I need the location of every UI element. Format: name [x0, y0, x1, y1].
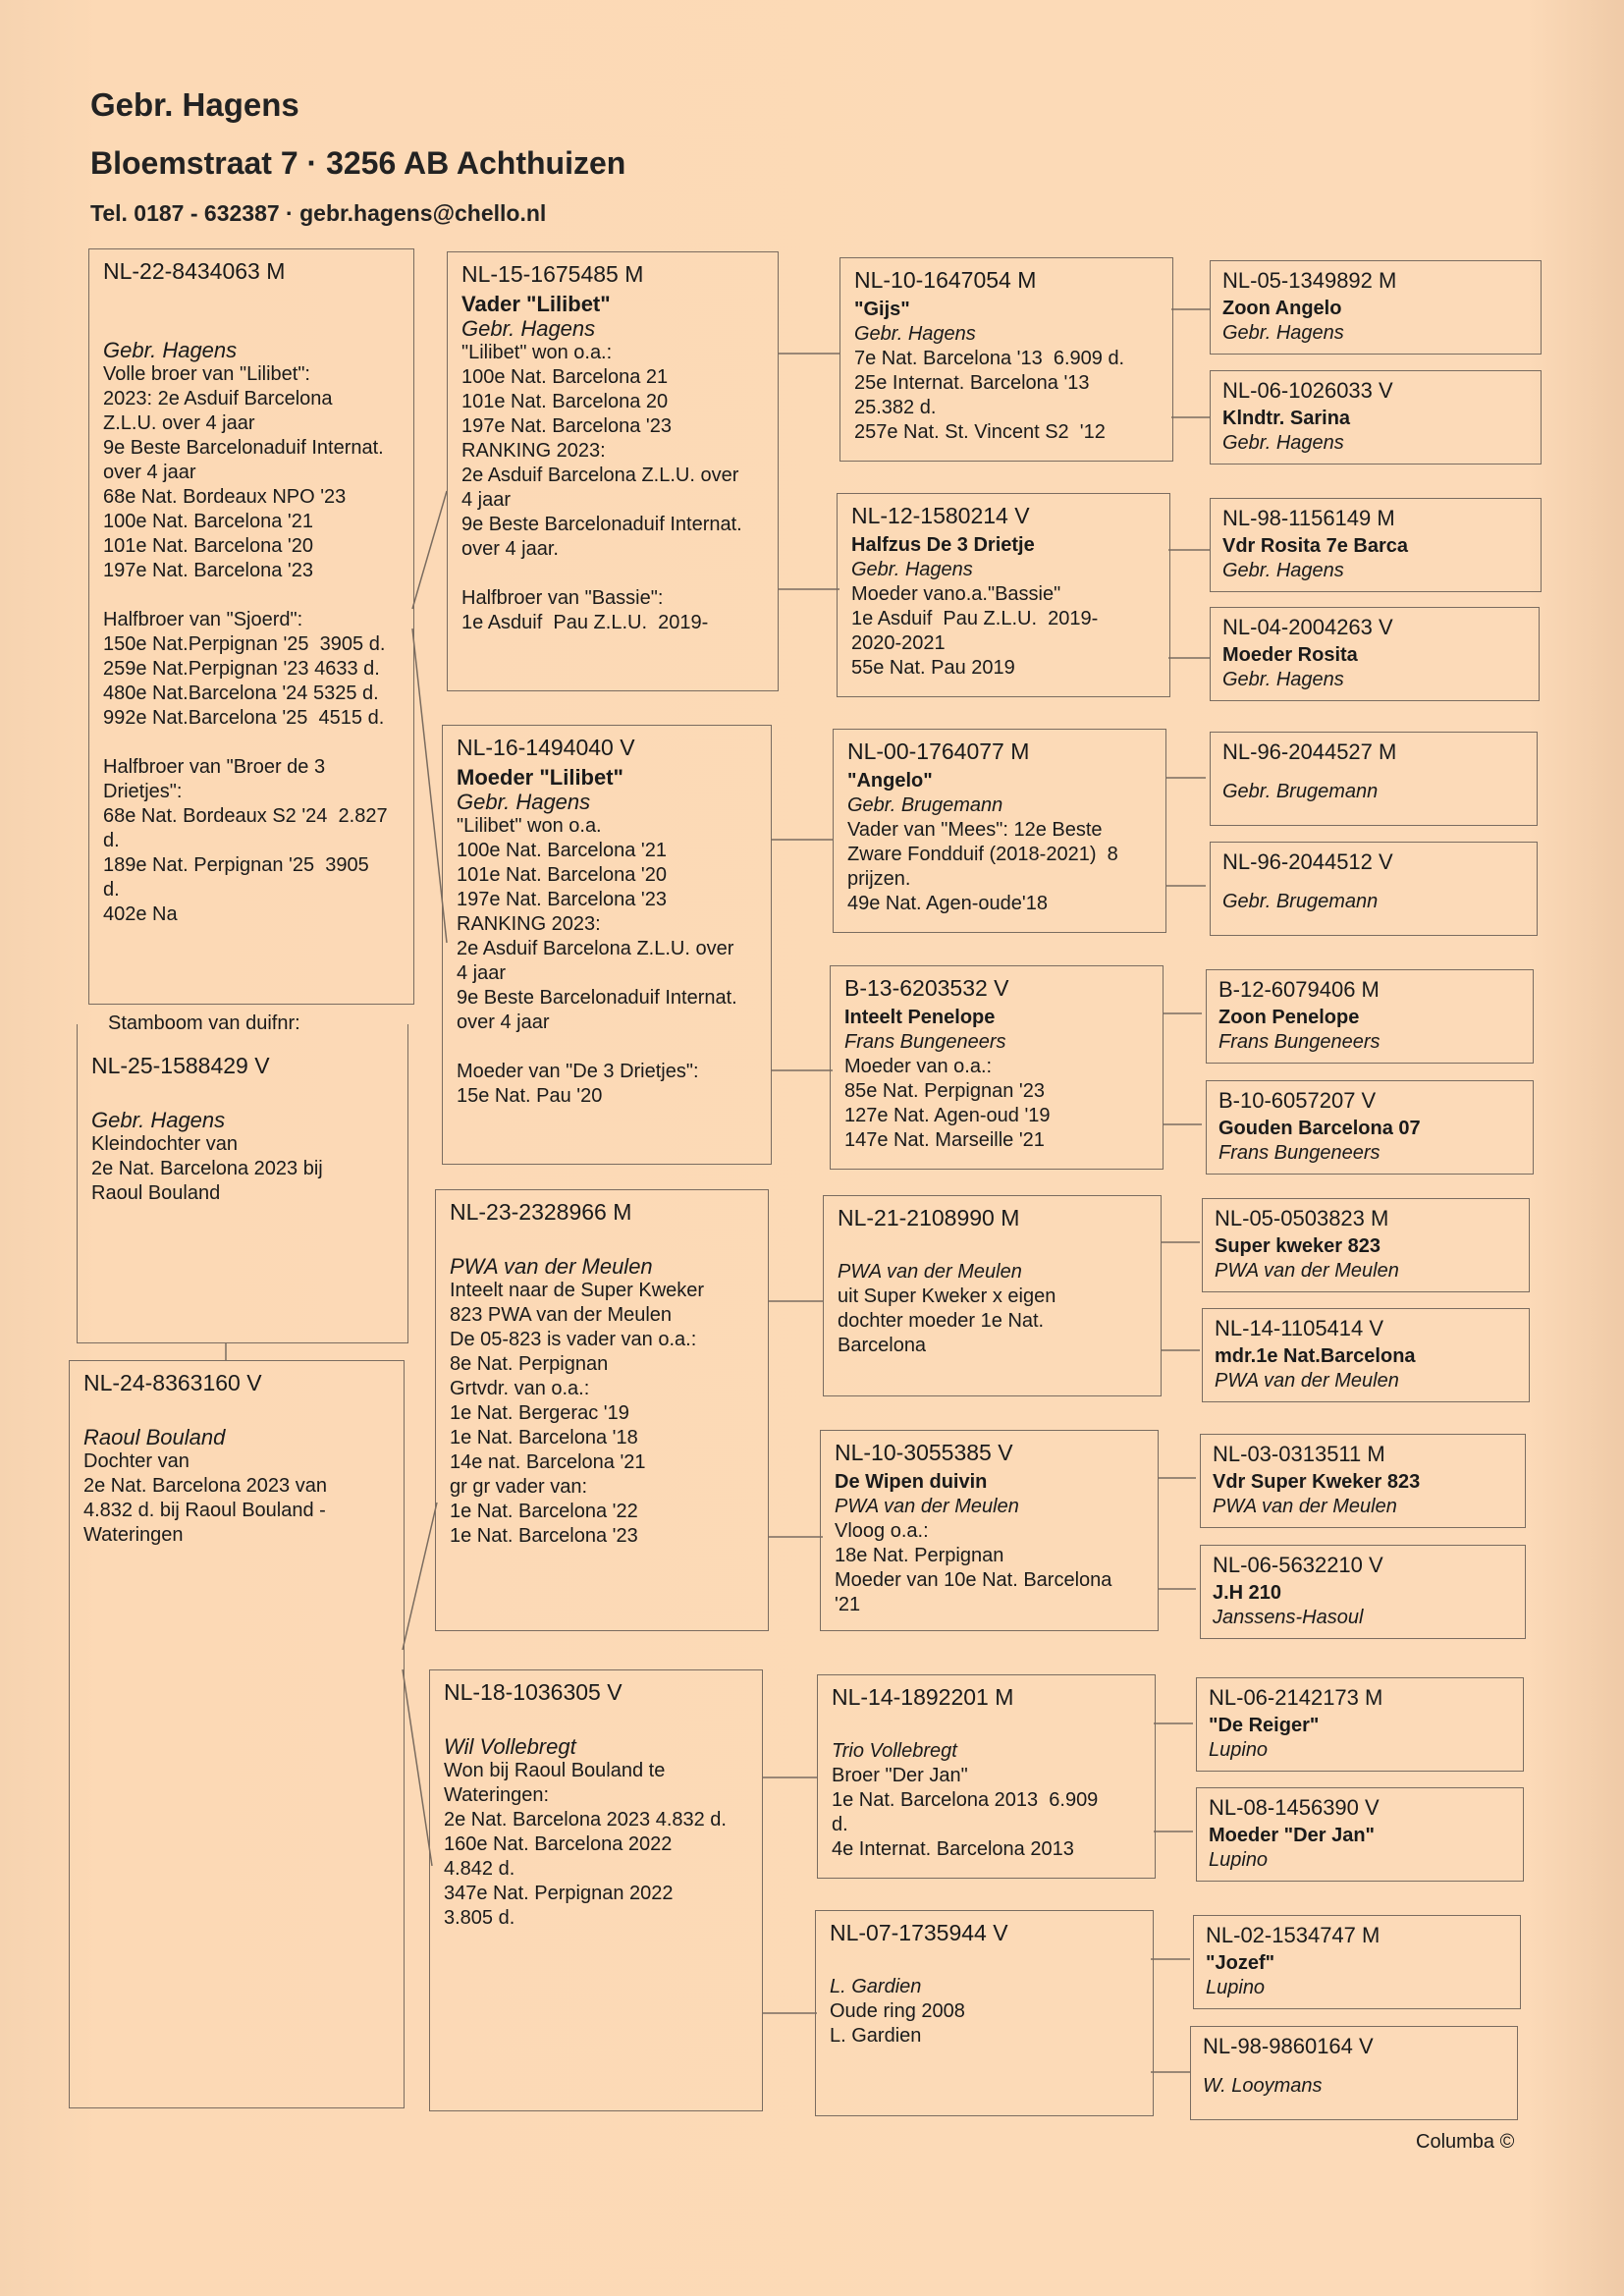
- achievement-line: Vloog o.a.:: [835, 1520, 929, 1542]
- third-ring-number: NL-24-8363160 V: [83, 1370, 262, 1395]
- achievement-line: 55e Nat. Pau 2019: [851, 657, 1015, 679]
- parent-card: [429, 1669, 763, 2111]
- ring-number: NL-98-9860164 V: [1203, 2034, 1374, 2058]
- ring-number: NL-00-1764077 M: [847, 738, 1030, 764]
- achievement-line: "Lilibet" won o.a.: [457, 815, 602, 837]
- ggparent-card: [1206, 1080, 1534, 1175]
- achievement-line: 100e Nat. Barcelona '21: [457, 840, 667, 861]
- breeder-name: Lupino: [1209, 1849, 1269, 1871]
- achievement-line: 160e Nat. Barcelona 2022: [444, 1833, 673, 1855]
- ring-number: NL-06-2142173 M: [1209, 1685, 1383, 1710]
- achievement-line: RANKING 2023:: [457, 913, 601, 935]
- ring-number: B-13-6203532 V: [844, 975, 1009, 1001]
- achievement-line: 4 jaar: [457, 962, 507, 984]
- pigeon-name: Super kweker 823: [1215, 1235, 1380, 1257]
- achievement-line: Drietjes":: [103, 781, 183, 802]
- ring-number: B-12-6079406 M: [1218, 977, 1380, 1002]
- achievement-line: 4.842 d.: [444, 1858, 515, 1880]
- achievement-line: Z.L.U. over 4 jaar: [103, 412, 255, 434]
- achievement-line: d.: [103, 879, 120, 901]
- second-pigeon-card: [77, 1024, 408, 1343]
- achievement-line: 25e Internat. Barcelona '13: [854, 372, 1090, 394]
- breeder-name: PWA van der Meulen: [835, 1496, 1019, 1517]
- achievement-line: Kleindochter van: [91, 1133, 238, 1155]
- achievement-line: 101e Nat. Barcelona '20: [457, 864, 667, 886]
- achievement-line: 85e Nat. Perpignan '23: [844, 1080, 1045, 1102]
- breeder-name: Lupino: [1209, 1739, 1269, 1761]
- pigeon-name: "De Reiger": [1209, 1715, 1320, 1736]
- ring-number: NL-02-1534747 M: [1206, 1923, 1380, 1947]
- breeder-name: PWA van der Meulen: [1213, 1496, 1397, 1517]
- pigeon-name: Vdr Super Kweker 823: [1213, 1471, 1421, 1493]
- achievement-line: 4e Internat. Barcelona 2013: [832, 1838, 1074, 1860]
- breeder-name: Gebr. Hagens: [854, 323, 976, 345]
- pigeon-name: De Wipen duivin: [835, 1471, 988, 1493]
- ring-number: NL-04-2004263 V: [1222, 615, 1393, 639]
- pigeon-name: Halfzus De 3 Drietje: [851, 534, 1035, 556]
- achievement-line: 9e Beste Barcelonaduif Internat.: [461, 514, 742, 535]
- achievement-line: 2e Nat. Barcelona 2023 4.832 d.: [444, 1809, 727, 1831]
- ring-number: NL-18-1036305 V: [444, 1679, 623, 1705]
- ring-number: NL-05-0503823 M: [1215, 1206, 1389, 1230]
- achievement-line: over 4 jaar.: [461, 538, 559, 560]
- breeder-name: PWA van der Meulen: [1215, 1370, 1399, 1392]
- breeder-name: PWA van der Meulen: [450, 1254, 653, 1279]
- achievement-line: 347e Nat. Perpignan 2022: [444, 1883, 674, 1904]
- ggparent-card: [1210, 370, 1542, 465]
- achievement-line: 2020-2021: [851, 632, 946, 654]
- breeder-name: L. Gardien: [830, 1976, 922, 1997]
- ring-number: NL-08-1456390 V: [1209, 1795, 1380, 1820]
- achievement-line: "Lilibet" won o.a.:: [461, 342, 613, 363]
- ring-number: NL-12-1580214 V: [851, 503, 1030, 528]
- pigeon-name: J.H 210: [1213, 1582, 1282, 1604]
- ggparent-card: [1202, 1198, 1530, 1292]
- achievement-line: '21: [835, 1594, 861, 1615]
- achievement-line: Wateringen:: [444, 1784, 550, 1806]
- achievement-line: d.: [832, 1814, 848, 1835]
- grandparent-card: [823, 1195, 1162, 1396]
- achievement-line: 127e Nat. Agen-oud '19: [844, 1105, 1051, 1126]
- breeder-name: Gebr. Brugemann: [1222, 781, 1379, 802]
- ring-number: NL-16-1494040 V: [457, 735, 635, 760]
- breeder-name: Lupino: [1206, 1977, 1266, 1998]
- achievement-line: 2e Nat. Barcelona 2023 van: [83, 1475, 327, 1497]
- parent-card: [435, 1189, 769, 1631]
- achievement-line: 197e Nat. Barcelona '23: [461, 415, 672, 437]
- achievement-line: Moeder van 10e Nat. Barcelona: [835, 1569, 1112, 1591]
- pigeon-name: Vdr Rosita 7e Barca: [1222, 535, 1408, 557]
- achievement-line: Moeder van "De 3 Drietjes":: [457, 1061, 699, 1082]
- achievement-line: Halfbroer van "Bassie":: [461, 587, 664, 609]
- breeder-name: Gebr. Hagens: [1222, 669, 1344, 690]
- achievement-line: 3.805 d.: [444, 1907, 515, 1929]
- subject-breeder: Gebr. Hagens: [103, 338, 238, 362]
- ggparent-card: [1210, 498, 1542, 592]
- achievement-line: RANKING 2023:: [461, 440, 606, 462]
- achievement-line: Dochter van: [83, 1450, 189, 1472]
- parent-card: [447, 251, 779, 691]
- second-breeder: Gebr. Hagens: [91, 1108, 226, 1132]
- ring-number: NL-03-0313511 M: [1213, 1442, 1385, 1466]
- achievement-line: L. Gardien: [830, 2025, 922, 2047]
- achievement-line: De 05-823 is vader van o.a.:: [450, 1329, 697, 1350]
- achievement-line: 992e Nat.Barcelona '25 4515 d.: [103, 707, 385, 729]
- achievement-line: 1e Nat. Barcelona 2013 6.909: [832, 1789, 1099, 1811]
- grandparent-card: [820, 1430, 1159, 1631]
- achievement-line: 1e Nat. Barcelona '23: [450, 1525, 638, 1547]
- achievement-line: over 4 jaar: [457, 1011, 550, 1033]
- grandparent-card: [833, 729, 1166, 933]
- ggparent-card: [1210, 732, 1538, 826]
- second-ring-number: NL-25-1588429 V: [91, 1053, 270, 1078]
- pigeon-name: Gouden Barcelona 07: [1218, 1118, 1421, 1139]
- ggparent-card: [1210, 842, 1538, 936]
- achievement-line: d.: [103, 830, 120, 851]
- owner-name: Gebr. Hagens: [90, 86, 299, 123]
- achievement-line: dochter moeder 1e Nat.: [838, 1310, 1045, 1332]
- breeder-name: Gebr. Brugemann: [1222, 891, 1379, 912]
- achievement-line: Broer "Der Jan": [832, 1765, 968, 1786]
- grandparent-card: [837, 493, 1170, 697]
- breeder-name: Wil Vollebregt: [444, 1734, 576, 1759]
- ggparent-card: [1210, 260, 1542, 355]
- achievement-line: Raoul Bouland: [91, 1182, 221, 1204]
- breeder-name: Gebr. Hagens: [1222, 322, 1344, 344]
- achievement-line: Grtvdr. van o.a.:: [450, 1378, 590, 1399]
- second-notes: [91, 1132, 394, 1206]
- achievement-line: 2e Nat. Barcelona 2023 bij: [91, 1158, 323, 1179]
- achievement-line: 4.832 d. bij Raoul Bouland -: [83, 1500, 326, 1521]
- ring-number: NL-14-1892201 M: [832, 1684, 1014, 1710]
- ring-number: B-10-6057207 V: [1218, 1088, 1377, 1113]
- grandparent-card: [839, 257, 1173, 462]
- achievement-line: 197e Nat. Barcelona '23: [103, 560, 313, 581]
- achievement-line: Volle broer van "Lilibet":: [103, 363, 310, 385]
- ring-number: NL-98-1156149 M: [1222, 506, 1395, 530]
- ring-number: NL-14-1105414 V: [1215, 1316, 1384, 1340]
- achievement-line: 197e Nat. Barcelona '23: [457, 889, 667, 910]
- ring-number: NL-05-1349892 M: [1222, 268, 1397, 293]
- breeder-name: Gebr. Hagens: [461, 316, 596, 341]
- achievement-line: 150e Nat.Perpignan '25 3905 d.: [103, 633, 386, 655]
- achievement-line: 68e Nat. Bordeaux NPO '23: [103, 486, 347, 508]
- owner-contact: Tel. 0187 - 632387 · gebr.hagens@chello.nl: [90, 200, 547, 226]
- achievement-line: Inteelt naar de Super Kweker: [450, 1280, 705, 1301]
- subject-notes: [103, 362, 400, 927]
- pigeon-name: Zoon Angelo: [1222, 298, 1342, 319]
- ring-number: NL-10-3055385 V: [835, 1440, 1013, 1465]
- achievement-line: 18e Nat. Perpignan: [835, 1545, 1004, 1566]
- breeder-name: Janssens-Hasoul: [1213, 1607, 1364, 1628]
- breeder-name: Frans Bungeneers: [844, 1031, 1006, 1053]
- achievement-line: 68e Nat. Bordeaux S2 '24 2.827: [103, 805, 388, 827]
- achievement-line: 100e Nat. Barcelona 21: [461, 366, 669, 388]
- achievement-line: 2e Asduif Barcelona Z.L.U. over: [457, 938, 734, 959]
- achievement-line: 402e Na: [103, 903, 178, 925]
- breeder-name: Gebr. Hagens: [851, 559, 973, 580]
- achievement-line: 101e Nat. Barcelona 20: [461, 391, 669, 412]
- pigeon-name: Klndtr. Sarina: [1222, 408, 1351, 429]
- footer-credit: Columba ©: [1416, 2131, 1515, 2153]
- achievement-line: Halfbroer van "Broer de 3: [103, 756, 326, 778]
- ggparent-card: [1193, 1915, 1521, 2009]
- achievement-line: uit Super Kweker x eigen: [838, 1285, 1056, 1307]
- achievement-line: 9e Beste Barcelonaduif Internat.: [103, 437, 384, 459]
- achievement-line: 189e Nat. Perpignan '25 3905: [103, 854, 369, 876]
- achievement-line: 1e Nat. Barcelona '22: [450, 1501, 638, 1522]
- ring-number: NL-15-1675485 M: [461, 261, 644, 287]
- ring-number: NL-96-2044527 M: [1222, 739, 1397, 764]
- pigeon-name: Moeder Rosita: [1222, 644, 1358, 666]
- achievement-line: 49e Nat. Agen-oude'18: [847, 893, 1048, 914]
- breeder-name: Frans Bungeneers: [1218, 1031, 1380, 1053]
- breeder-name: Gebr. Hagens: [1222, 560, 1344, 581]
- achievement-line: 4 jaar: [461, 489, 512, 511]
- achievement-line: 823 PWA van der Meulen: [450, 1304, 673, 1326]
- ring-number: NL-10-1647054 M: [854, 267, 1037, 293]
- pigeon-name: Moeder "Der Jan": [1209, 1825, 1376, 1846]
- breeder-name: Gebr. Hagens: [1222, 432, 1344, 454]
- breeder-name: PWA van der Meulen: [1215, 1260, 1399, 1282]
- third-notes: [83, 1449, 390, 1548]
- ring-number: NL-96-2044512 V: [1222, 849, 1393, 874]
- achievement-line: Moeder vano.a."Bassie": [851, 583, 1061, 605]
- achievement-line: 1e Asduif Pau Z.L.U. 2019-: [851, 608, 1099, 629]
- ring-number: NL-21-2108990 M: [838, 1205, 1020, 1230]
- ring-number: NL-07-1735944 V: [830, 1920, 1008, 1945]
- achievement-line: 9e Beste Barcelonaduif Internat.: [457, 987, 737, 1009]
- achievement-line: 15e Nat. Pau '20: [457, 1085, 603, 1107]
- pigeon-name: "Angelo": [847, 770, 933, 792]
- grandparent-card: [830, 965, 1164, 1170]
- breeder-name: Frans Bungeneers: [1218, 1142, 1380, 1164]
- achievement-line: Vader van "Mees": 12e Beste: [847, 819, 1103, 841]
- achievement-line: 7e Nat. Barcelona '13 6.909 d.: [854, 348, 1125, 369]
- pigeon-name: Vader "Lilibet": [461, 292, 611, 316]
- subject-pigeon-card: [88, 248, 414, 1005]
- pigeon-name: mdr.1e Nat.Barcelona: [1215, 1345, 1416, 1367]
- achievement-line: 1e Nat. Barcelona '18: [450, 1427, 638, 1449]
- achievement-line: 480e Nat.Barcelona '24 5325 d.: [103, 683, 379, 704]
- pedigree-legend: Stamboom van duifnr:: [102, 1012, 306, 1035]
- achievement-line: over 4 jaar: [103, 462, 196, 483]
- ggparent-card: [1196, 1787, 1524, 1882]
- achievement-line: 100e Nat. Barcelona '21: [103, 511, 313, 532]
- grandparent-card: [815, 1910, 1154, 2116]
- third-breeder: Raoul Bouland: [83, 1425, 226, 1449]
- breeder-name: Gebr. Brugemann: [847, 794, 1003, 816]
- ggparent-card: [1202, 1308, 1530, 1402]
- breeder-name: PWA van der Meulen: [838, 1261, 1022, 1283]
- pigeon-name: Zoon Penelope: [1218, 1007, 1360, 1028]
- parent-card: [442, 725, 772, 1165]
- grandparent-card: [817, 1674, 1156, 1879]
- ring-number: NL-06-1026033 V: [1222, 378, 1393, 403]
- achievement-line: Zware Fondduif (2018-2021) 8: [847, 844, 1118, 865]
- ggparent-card: [1196, 1677, 1524, 1772]
- achievement-line: 257e Nat. St. Vincent S2 '12: [854, 421, 1106, 443]
- achievement-line: Won bij Raoul Bouland te: [444, 1760, 666, 1781]
- ggparent-card: [1200, 1434, 1526, 1528]
- achievement-line: Barcelona: [838, 1335, 927, 1356]
- achievement-line: 2023: 2e Asduif Barcelona: [103, 388, 333, 410]
- pigeon-name: Moeder "Lilibet": [457, 765, 623, 790]
- achievement-line: 8e Nat. Perpignan: [450, 1353, 609, 1375]
- ggparent-card: [1210, 607, 1540, 701]
- breeder-name: W. Looymans: [1203, 2075, 1323, 2097]
- achievement-line: Moeder van o.a.:: [844, 1056, 993, 1077]
- achievement-line: 147e Nat. Marseille '21: [844, 1129, 1045, 1151]
- subject-ring-number: NL-22-8434063 M: [103, 258, 286, 284]
- achievement-line: 1e Nat. Bergerac '19: [450, 1402, 629, 1424]
- ggparent-card: [1206, 969, 1534, 1064]
- third-pigeon-card: [69, 1360, 405, 2108]
- pigeon-name: "Gijs": [854, 299, 910, 320]
- breeder-name: Gebr. Hagens: [457, 790, 591, 814]
- pigeon-name: Inteelt Penelope: [844, 1007, 996, 1028]
- achievement-line: Wateringen: [83, 1524, 184, 1546]
- achievement-line: 1e Asduif Pau Z.L.U. 2019-: [461, 612, 709, 633]
- achievement-line: Halfbroer van "Sjoerd":: [103, 609, 303, 630]
- achievement-line: Oude ring 2008: [830, 2000, 965, 2022]
- achievement-line: 25.382 d.: [854, 397, 937, 418]
- pigeon-name: "Jozef": [1206, 1952, 1275, 1974]
- ring-number: NL-23-2328966 M: [450, 1199, 632, 1225]
- owner-address: Bloemstraat 7 · 3256 AB Achthuizen: [90, 145, 626, 181]
- ggparent-card: [1200, 1545, 1526, 1639]
- achievement-line: prijzen.: [847, 868, 911, 890]
- achievement-line: 2e Asduif Barcelona Z.L.U. over: [461, 465, 739, 486]
- breeder-name: Trio Vollebregt: [832, 1740, 957, 1762]
- ring-number: NL-06-5632210 V: [1213, 1553, 1383, 1577]
- achievement-line: gr gr vader van:: [450, 1476, 588, 1498]
- ggparent-card: [1190, 2026, 1518, 2120]
- achievement-line: 14e nat. Barcelona '21: [450, 1451, 646, 1473]
- achievement-line: 101e Nat. Barcelona '20: [103, 535, 313, 557]
- achievement-line: 259e Nat.Perpignan '23 4633 d.: [103, 658, 380, 680]
